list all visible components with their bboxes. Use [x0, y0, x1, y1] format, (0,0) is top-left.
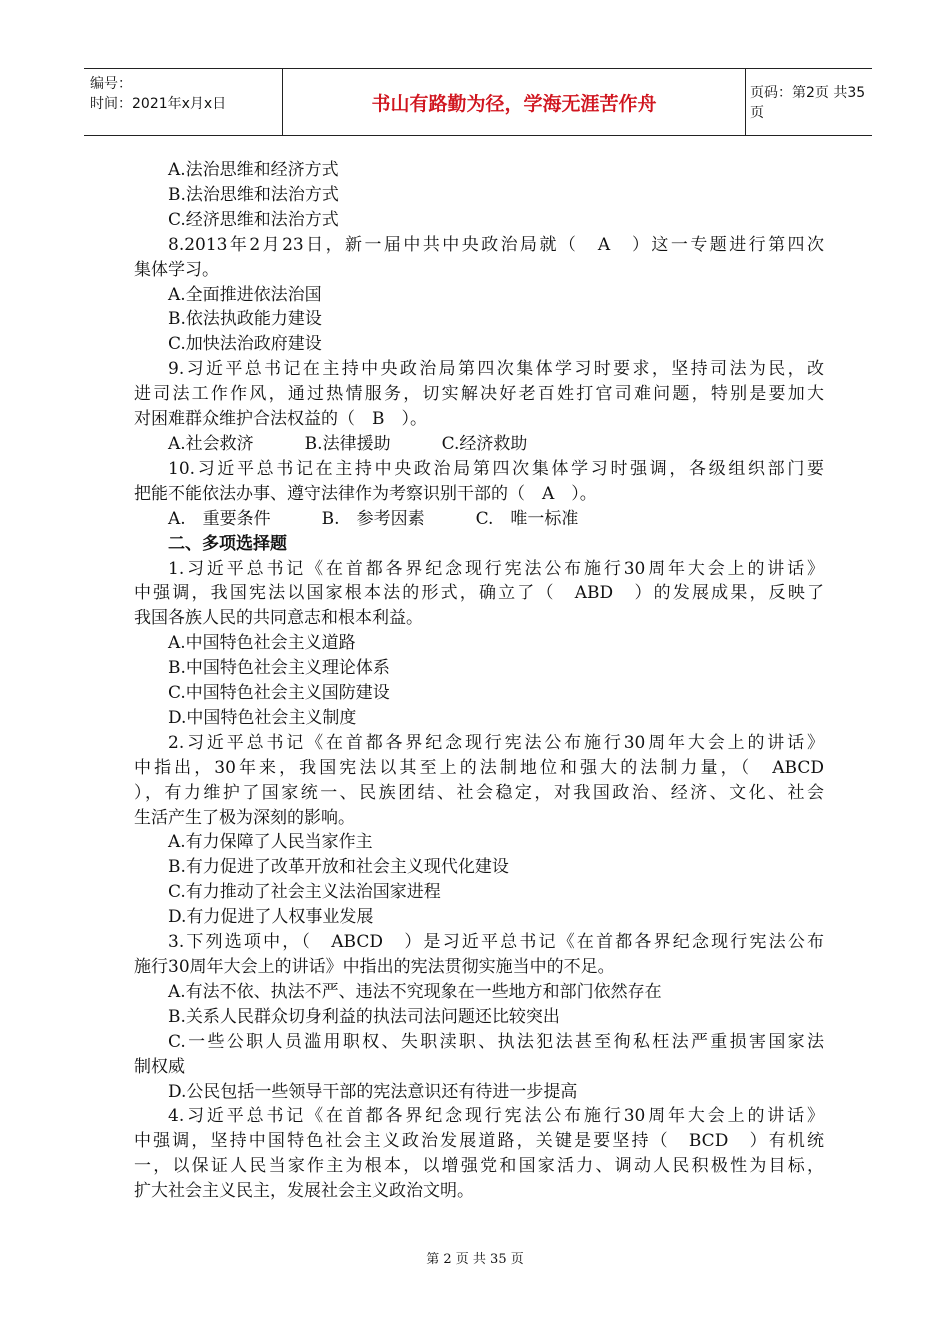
option-line: D.有力促进了人权事业发展	[168, 907, 374, 928]
option-line: B.有力促进了改革开放和社会主义现代化建设	[168, 857, 509, 878]
option-line: C.有力推动了社会主义法治国家进程	[168, 882, 441, 903]
question-line: ），有力维护了国家统一、民族团结、社会稳定，对我国政治、经济、文化、社会	[134, 782, 824, 803]
question-line: 1.习近平总书记《在首都各界纪念现行宪法公布施行30周年大会上的讲话》	[168, 558, 824, 579]
question-line: 集体学习。	[134, 259, 219, 280]
question-line: 中强调，坚持中国特色社会主义政治发展道路，关键是要坚持（ BCD ）有机统	[134, 1131, 824, 1152]
option-line: C.加快法治政府建设	[168, 334, 322, 355]
option-line: C.经济思维和法治方式	[168, 209, 339, 230]
header-meta	[84, 69, 282, 135]
question-line: 8.2013年2月23日，新一届中共中央政治局就（ A ）这一专题进行第四次	[168, 234, 824, 255]
question-line: 我国各族人民的共同意志和根本利益。	[134, 608, 423, 629]
question-line: 中强调，我国宪法以国家根本法的形式，确立了（ ABD ）的发展成果，反映了	[134, 583, 824, 604]
option-line: A.社会救济 B.法律援助 C.经济救助	[168, 433, 528, 454]
option-line: D.中国特色社会主义制度	[168, 707, 357, 728]
question-line: 生活产生了极为深刻的影响。	[134, 807, 355, 828]
option-line: A. 重要条件 B. 参考因素 C. 唯一标准	[168, 508, 579, 529]
option-line: A.有力保障了人民当家作主	[168, 832, 373, 853]
page-footer: 第 2 页 共 35 页	[426, 1252, 524, 1267]
option-line: B.法治思维和法治方式	[168, 184, 339, 205]
question-line: 把能不能依法办事、遵守法律作为考察识别干部的（ A ）。	[134, 483, 597, 504]
option-line: B.依法执政能力建设	[168, 309, 322, 330]
doc-time-label: 时间：2021年x月x日	[90, 96, 227, 112]
option-line: A.全面推进依法治国	[168, 284, 322, 305]
question-line: 中指出，30年来，我国宪法以其至上的法制地位和强大的法制力量，（ ABCD	[134, 757, 824, 778]
section-heading: 二、多项选择题	[168, 533, 287, 554]
question-line: 对困难群众维护合法权益的（ B ）。	[134, 409, 427, 430]
header-motto: 书山有路勤为径，学海无涯苦作舟	[282, 69, 746, 135]
question-line: 2.习近平总书记《在首都各界纪念现行宪法公布施行30周年大会上的讲话》	[168, 732, 824, 753]
question-line: 4.习近平总书记《在首都各界纪念现行宪法公布施行30周年大会上的讲话》	[168, 1106, 824, 1127]
option-line: A.法治思维和经济方式	[168, 160, 339, 180]
question-line: 进司法工作作风，通过热情服务，切实解决好老百姓打官司难问题，特别是要加大	[134, 384, 824, 405]
doc-code-label: 编号：	[90, 76, 132, 92]
option-line: 制权威	[134, 1056, 185, 1077]
option-line: A.中国特色社会主义道路	[168, 633, 356, 654]
option-line: C.一些公职人员滥用职权、失职渎职、执法犯法甚至徇私枉法严重损害国家法	[168, 1031, 824, 1052]
option-line: C.中国特色社会主义国防建设	[168, 683, 390, 704]
question-line: 3.下列选项中，（ ABCD ）是习近平总书记《在首都各界纪念现行宪法公布	[168, 932, 824, 953]
option-line: A.有法不依、执法不严、违法不究现象在一些地方和部门依然存在	[168, 981, 662, 1002]
page-header	[84, 68, 872, 136]
header-page-number: 页码：第2页 共35页	[750, 85, 866, 121]
question-line: 施行30周年大会上的讲话》中指出的宪法贯彻实施当中的不足。	[134, 957, 615, 977]
document-body	[134, 158, 824, 1204]
option-line: B.关系人民群众切身利益的执法司法问题还比较突出	[168, 1006, 560, 1027]
option-line: B.中国特色社会主义理论体系	[168, 658, 390, 679]
option-line: D.公民包括一些领导干部的宪法意识还有待进一步提高	[168, 1081, 578, 1102]
question-line: 9.习近平总书记在主持中央政治局第四次集体学习时要求，坚持司法为民，改	[168, 359, 824, 380]
question-line: 一，以保证人民当家作主为根本，以增强党和国家活力、调动人民积极性为目标，	[134, 1156, 824, 1177]
question-line: 10.习近平总书记在主持中央政治局第四次集体学习时强调，各级组织部门要	[168, 458, 824, 479]
question-line: 扩大社会主义民主，发展社会主义政治文明。	[134, 1181, 474, 1202]
